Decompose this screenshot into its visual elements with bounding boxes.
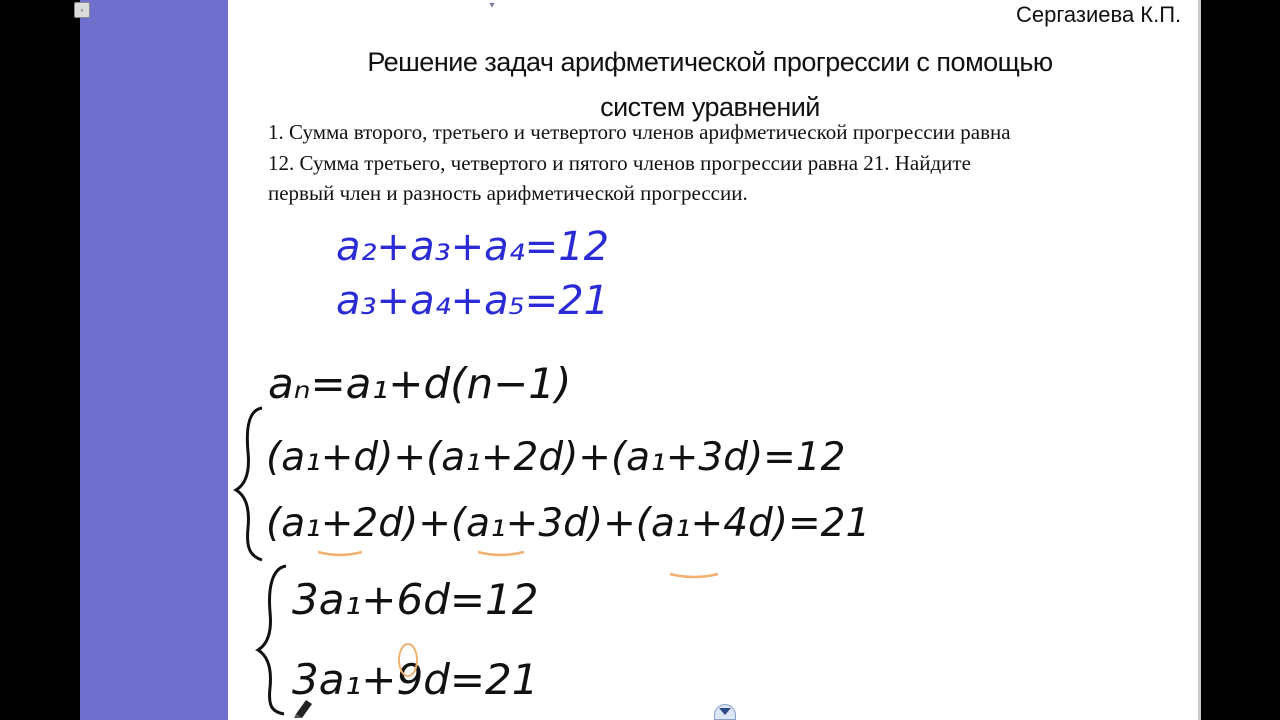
system1-equation-1: (a₁+d)+(a₁+2d)+(a₁+3d)=12 <box>266 435 846 480</box>
underline-mark-3 <box>670 574 718 577</box>
pin-icon[interactable]: ◦ <box>74 2 90 18</box>
problem-line-1: 1. Сумма второго, третьего и четвертого членов арифметической прогрессии равна <box>268 120 1011 144</box>
problem-line-3: первый член и разность арифметической прогрессии. <box>268 181 748 205</box>
slide-title-line-2: систем уравнений <box>600 92 820 122</box>
underline-mark-2 <box>478 552 524 555</box>
bookmark-icon: ▾ <box>489 0 495 11</box>
given-equation-1: a₂+a₃+a₄=12 <box>336 224 610 270</box>
problem-line-2: 12. Сумма третьего, четвертого и пятого членов прогрессии равна 21. Найдите <box>268 150 971 175</box>
system-brace-2 <box>258 566 286 714</box>
system2-equation-1: 3a₁+6d=12 <box>292 575 539 624</box>
system2-equation-2: 3a₁+9d=21 <box>292 655 539 704</box>
underline-mark-1 <box>318 552 362 555</box>
slide-title-line-1: Решение задач арифметической прогрессии с помощью <box>367 47 1053 77</box>
nth-term-formula: aₙ=a₁+d(n−1) <box>268 359 572 408</box>
scroll-down-icon[interactable] <box>714 704 736 720</box>
system1-equation-2: (a₁+2d)+(a₁+3d)+(a₁+4d)=21 <box>266 501 871 546</box>
given-equation-2: a₃+a₄+a₅=21 <box>336 278 610 324</box>
author-name: Сергазиева К.П. <box>1016 2 1182 27</box>
system-brace-1 <box>236 408 262 560</box>
